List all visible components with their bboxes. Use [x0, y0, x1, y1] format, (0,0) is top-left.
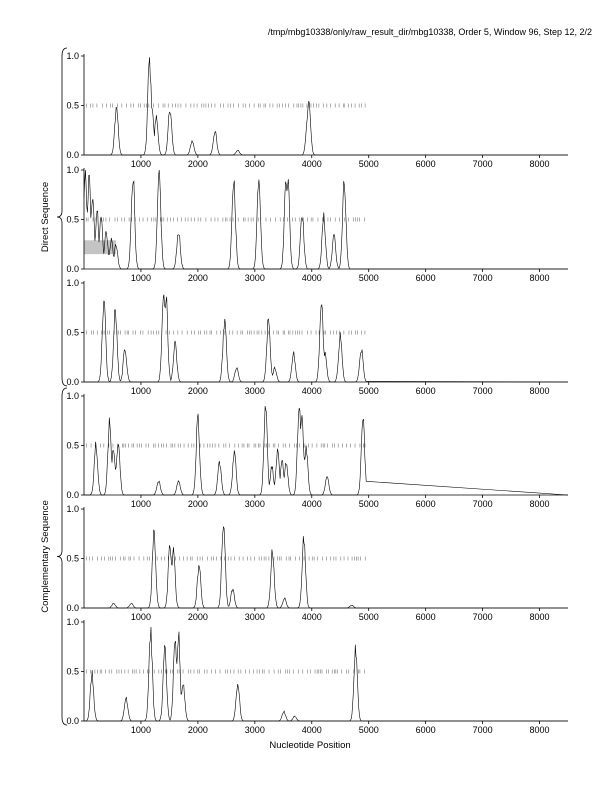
x-tick-label: 7000	[472, 612, 493, 622]
y-tick-label: 0.5	[66, 327, 79, 338]
x-tick-label: 3000	[244, 612, 265, 622]
y-tick-label: 0.5	[66, 214, 79, 225]
x-tick-label: 5000	[358, 273, 379, 283]
x-tick-label: 5000	[358, 159, 379, 169]
x-tick-label: 1000	[130, 499, 151, 509]
x-tick-label: 5000	[358, 612, 379, 622]
y-tick-label: 1.0	[66, 51, 79, 61]
y-tick-label: 0.5	[66, 100, 79, 111]
x-tick-label: 1000	[130, 612, 151, 622]
x-tick-label: 2000	[187, 612, 208, 622]
series-line	[84, 527, 568, 608]
y-tick-label: 1.0	[66, 391, 79, 401]
x-tick-label: 4000	[301, 725, 322, 735]
series-line	[84, 57, 568, 155]
x-tick-label: 8000	[529, 612, 550, 622]
page-title: /tmp/mbg10338/only/raw_result_dir/mbg10338, Order 5, Window 96, Step 12, 2/2	[267, 27, 592, 37]
x-tick-label: 6000	[415, 725, 436, 735]
series-line	[84, 295, 568, 382]
x-tick-label: 8000	[529, 386, 550, 396]
group-label: Direct Sequence	[40, 181, 51, 253]
y-tick-label: 0.5	[66, 666, 79, 677]
x-tick-label: 5000	[358, 499, 379, 509]
y-tick-label: 0.0	[66, 377, 79, 387]
y-tick-label: 1.0	[66, 504, 79, 514]
x-tick-label: 2000	[187, 725, 208, 735]
x-tick-label: 3000	[244, 273, 265, 283]
x-tick-label: 3000	[244, 725, 265, 735]
x-tick-label: 2000	[187, 273, 208, 283]
x-tick-label: 6000	[415, 386, 436, 396]
y-tick-label: 1.0	[66, 165, 79, 175]
x-tick-label: 2000	[187, 499, 208, 509]
series-line	[84, 627, 568, 721]
group-label: Complementary Sequence	[40, 500, 51, 613]
x-tick-label: 5000	[358, 725, 379, 735]
x-tick-label: 5000	[358, 386, 379, 396]
x-tick-label: 8000	[529, 725, 550, 735]
x-tick-label: 7000	[472, 725, 493, 735]
x-tick-label: 2000	[187, 159, 208, 169]
y-tick-label: 0.5	[66, 553, 79, 564]
y-tick-label: 0.0	[66, 264, 79, 274]
x-tick-label: 4000	[301, 499, 322, 509]
x-tick-label: 7000	[472, 499, 493, 509]
x-tick-label: 6000	[415, 499, 436, 509]
y-tick-label: 1.0	[66, 617, 79, 627]
x-tick-label: 8000	[529, 499, 550, 509]
y-tick-label: 0.0	[66, 716, 79, 726]
x-tick-label: 4000	[301, 273, 322, 283]
x-tick-label: 1000	[130, 386, 151, 396]
x-tick-label: 2000	[187, 386, 208, 396]
x-tick-label: 1000	[130, 273, 151, 283]
x-tick-label: 8000	[529, 159, 550, 169]
x-tick-label: 6000	[415, 612, 436, 622]
x-tick-label: 7000	[472, 386, 493, 396]
x-tick-label: 1000	[130, 159, 151, 169]
series-line	[84, 406, 568, 495]
x-tick-label: 3000	[244, 499, 265, 509]
y-tick-label: 0.0	[66, 603, 79, 613]
x-tick-label: 6000	[415, 273, 436, 283]
x-tick-label: 6000	[415, 159, 436, 169]
x-tick-label: 8000	[529, 273, 550, 283]
y-tick-label: 0.5	[66, 440, 79, 451]
x-axis-label: Nucleotide Position	[269, 740, 351, 751]
x-tick-label: 4000	[301, 612, 322, 622]
x-tick-label: 3000	[244, 159, 265, 169]
series-line	[84, 170, 568, 269]
x-tick-label: 4000	[301, 159, 322, 169]
x-tick-label: 4000	[301, 386, 322, 396]
x-tick-label: 3000	[244, 386, 265, 396]
x-tick-label: 7000	[472, 159, 493, 169]
y-tick-label: 0.0	[66, 150, 79, 160]
x-tick-label: 1000	[130, 725, 151, 735]
y-tick-label: 0.0	[66, 490, 79, 500]
y-tick-label: 1.0	[66, 278, 79, 288]
x-tick-label: 7000	[472, 273, 493, 283]
